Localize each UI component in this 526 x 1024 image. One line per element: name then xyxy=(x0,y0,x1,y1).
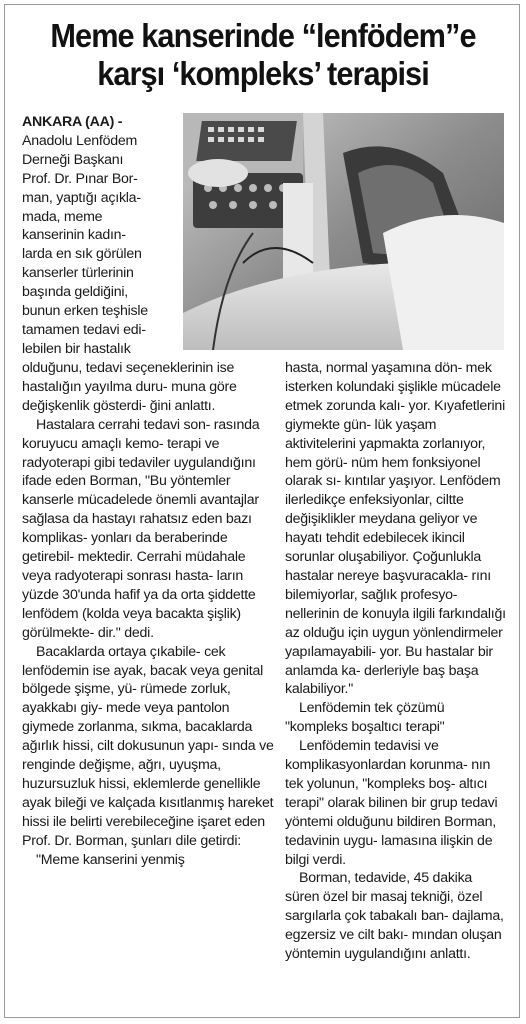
wrap-line: bunun erken teşhisle xyxy=(22,303,148,320)
wrap-line: başında geldiğini, xyxy=(22,284,128,301)
column-1 xyxy=(22,359,274,869)
subheading: "kompleks boşaltıcı terapi" xyxy=(285,719,445,736)
medical-device-photo xyxy=(183,113,504,350)
wrap-line: Prof. Dr. Pınar Bor- xyxy=(22,170,138,187)
wrap-line: kanserinin kadın- xyxy=(22,227,126,244)
paragraph: olduğunu, tedavi seçeneklerinin ise hastalığın yayılma duru- muna göre değişkenlik gösterdi- ğini anlattı. xyxy=(22,360,237,414)
wrap-line: lebilen bir hastalık xyxy=(22,340,131,357)
dateline: ANKARA (AA) - xyxy=(22,114,123,130)
column-1-wrap xyxy=(22,113,182,359)
wrap-line: mada, meme xyxy=(22,208,103,225)
wrap-line: larda en sık görülen xyxy=(22,246,142,263)
paragraph: Borman, tedavide, 45 dakika süren özel bir masaj tekniği, özel sargılarla çok tabakalı ban- dajlama, egzersiz ve cilt bakı- mından oluşan yöntemin uygulandığını anlattı. xyxy=(285,870,504,963)
wrap-line: Anadolu Lenfödem xyxy=(22,132,138,149)
column-2 xyxy=(285,359,507,964)
wrap-line: tamamen tedavi edi- xyxy=(22,321,146,338)
headline-line-1: Meme kanserinde “lenfödem”e xyxy=(50,17,476,54)
paragraph: hasta, normal yaşamına dön- mek isterken kolundaki şişlikle mücadele etmek zorunda kalı- yor. Kıyafetlerini giymekte gün- lük yaşam aktivitelerini yapmakta zorlanıyor, hem görü- nüm hem fonksiyonel olarak sı- kıntılar yaşıyor. Lenfödem ilerledikçe enfeksiyonlar, ciltte değişiklikler meydana geliyor ve hayatı tehdit edebilecek ikincil sorunlar oluşabiliyor. Çoğunlukla hastalar nereye başvuracakla- rını bilemiyorlar, sağlık profesyo- nellerinin de konuyla ilgili farkındalığı az olduğu için uygun yönlendirmeler yapılamayabili- yor. Bu hastalar bir anlamda ka- derleriyle baş başa kalabiliyor." xyxy=(285,360,506,698)
paragraph: "Meme kanserini yenmiş xyxy=(36,851,185,868)
paragraph: Lenfödemin tedavisi ve komplikasyonlardan korunma- nın tek yolunun, "kompleks boş- altıcı terapi" olarak bilinen bir grup tedavi yöntemi olduğunu bildiren Borman, tedavinin uygu- lamasına ilişkin de bilgi verdi. xyxy=(285,738,498,868)
wrap-line: kanserler türlerinin xyxy=(22,265,134,282)
headline-line-2: karşı ‘kompleks’ terapisi xyxy=(97,55,429,92)
subheading: Lenfödemin tek çözümü xyxy=(299,700,445,717)
paragraph: Bacaklarda ortaya çıkabile- cek lenfödemin ise ayak, bacak veya genital bölgede şişme, yü- rümede zorluk, ayakkabı giy- mede veya pantolon giymede zorlanma, sıkma, bacaklarda ağırlık hissi, cilt dokusunun yapı- sında ve renginde değişme, ağrı, uyuşma, huzursuzluk hissi, eklemlerde genellikle ayak bileği ve kalçada kısıtlanmış hareket hissi ile belirti verebileceğine işaret eden Prof. Dr. Borman, şunları dile getirdi: xyxy=(22,643,274,849)
wrap-line: man, yaptığı açıkla- xyxy=(22,189,141,206)
paragraph: Hastalara cerrahi tedavi son- rasında koruyucu amaçlı kemo- terapi ve radyoterapi gibi tedaviler uygulandığını ifade eden Borman, "Bu yöntemler kanserle mücadelede önemli avantajlar sağlasa da hastayı rahatsız eden bazı komplikas- yonları da beraberinde getirebil- mektedir. Cerrahi müdahale veya radyoterapi sonrası hasta- ların yüzde 30'unda hafif ya da orta şiddette lenfödem (kolda veya bacakta şişlik) görülmekte- dir." dedi. xyxy=(22,416,260,641)
article-photo xyxy=(183,113,504,350)
wrap-line: Derneği Başkanı xyxy=(22,151,124,168)
